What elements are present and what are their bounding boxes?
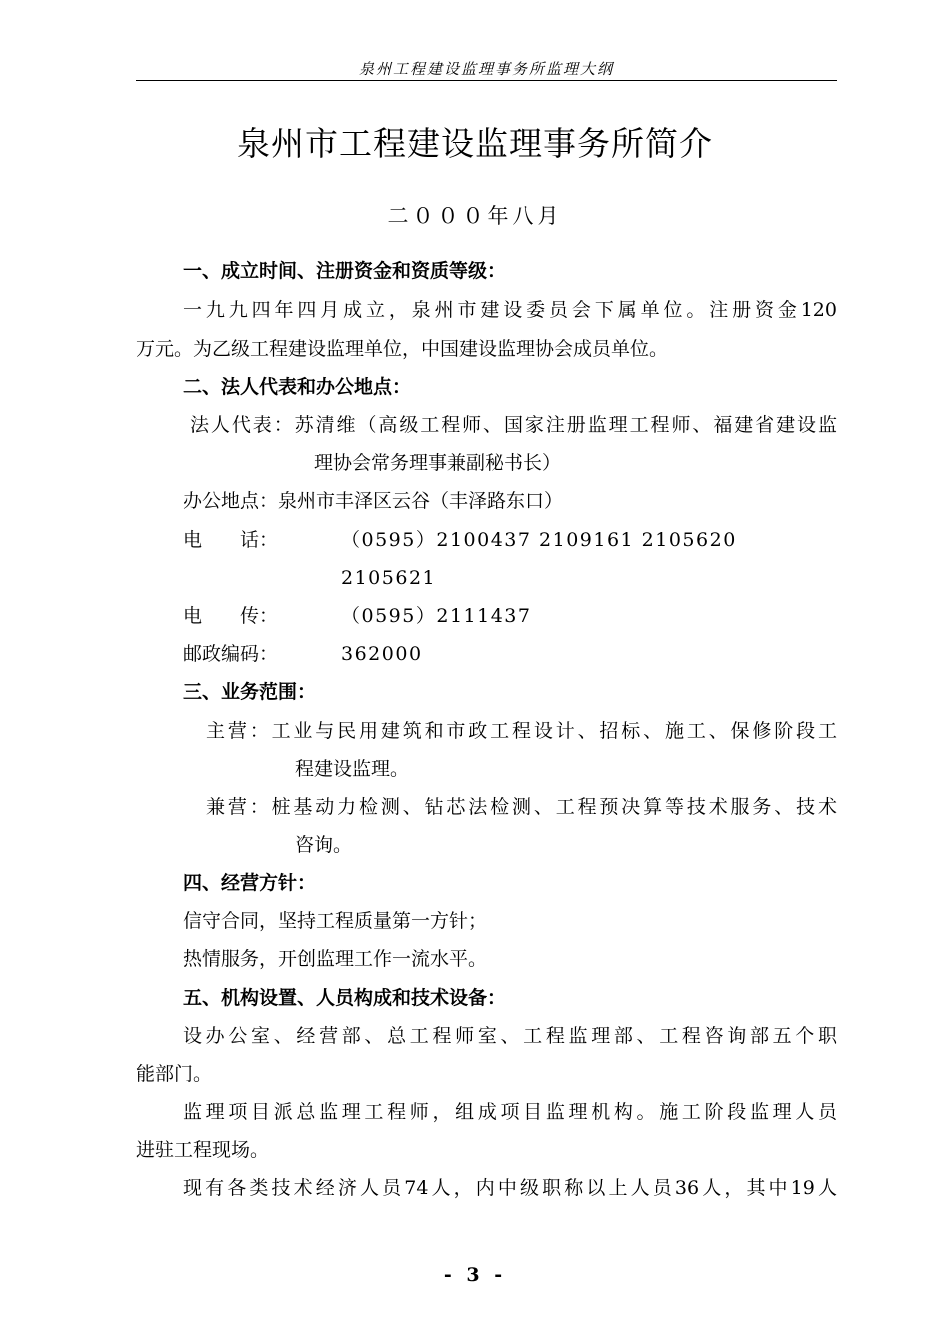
fax-label: 电 传： bbox=[183, 605, 279, 627]
main-business-line-2: 程建设监理。 bbox=[295, 758, 410, 780]
org-para-1-line-1: 设办公室、经营部、总工程师室、工程监理部、工程咨询部五个职 bbox=[183, 1025, 837, 1047]
side-business-line-1: 兼营：桩基动力检测、钻芯法检测、工程预决算等技术服务、技术 bbox=[206, 796, 837, 818]
section-3-heading: 三、业务范围： bbox=[183, 681, 317, 703]
tel-numbers-1: （0595）2100437 2109161 2105620 bbox=[341, 529, 737, 551]
org-para-3-line-1: 现有各类技术经济人员74人，内中级职称以上人员36人，其中19人 bbox=[183, 1177, 837, 1199]
policy-line-2: 热情服务，开创监理工作一流水平。 bbox=[183, 948, 488, 970]
org-para-2-line-1: 监理项目派总监理工程师，组成项目监理机构。施工阶段监理人员 bbox=[183, 1101, 837, 1123]
running-header: 泉州工程建设监理事务所监理大纲 bbox=[358, 60, 614, 78]
org-para-2-line-2: 进驻工程现场。 bbox=[136, 1139, 270, 1161]
office-address: 办公地点：泉州市丰泽区云谷（丰泽路东口） bbox=[183, 490, 564, 512]
page-number: - 3 - bbox=[443, 1264, 507, 1286]
tel-label: 电 话： bbox=[183, 529, 279, 551]
header-rule bbox=[136, 80, 837, 81]
section-4-heading: 四、经营方针： bbox=[183, 872, 317, 894]
fax-number: （0595）2111437 bbox=[341, 605, 532, 627]
legal-rep-line-1: 法人代表：苏清维（高级工程师、国家注册监理工程师、福建省建设监 bbox=[190, 414, 837, 436]
section-2-heading: 二、法人代表和办公地点： bbox=[183, 376, 412, 398]
legal-rep-line-2: 理协会常务理事兼副秘书长） bbox=[314, 452, 562, 474]
tel-numbers-2: 2105621 bbox=[341, 567, 437, 589]
postcode-value: 362000 bbox=[341, 643, 423, 665]
postcode-label: 邮政编码： bbox=[183, 643, 279, 665]
document-date: 二０００年八月 bbox=[387, 204, 563, 228]
section-1-heading: 一、成立时间、注册资金和资质等级： bbox=[183, 260, 507, 282]
page-title: 泉州市工程建设监理事务所简介 bbox=[237, 124, 713, 163]
side-business-line-2: 咨询。 bbox=[295, 834, 353, 856]
main-business-line-1: 主营：工业与民用建筑和市政工程设计、招标、施工、保修阶段工 bbox=[206, 720, 837, 742]
section-1-line-1: 一九九四年四月成立，泉州市建设委员会下属单位。注册资金120 bbox=[183, 299, 837, 321]
section-1-line-2: 万元。为乙级工程建设监理单位，中国建设监理协会成员单位。 bbox=[136, 338, 669, 360]
policy-line-1: 信守合同，坚持工程质量第一方针； bbox=[183, 910, 488, 932]
org-para-1-line-2: 能部门。 bbox=[136, 1063, 213, 1085]
section-5-heading: 五、机构设置、人员构成和技术设备： bbox=[183, 987, 507, 1009]
